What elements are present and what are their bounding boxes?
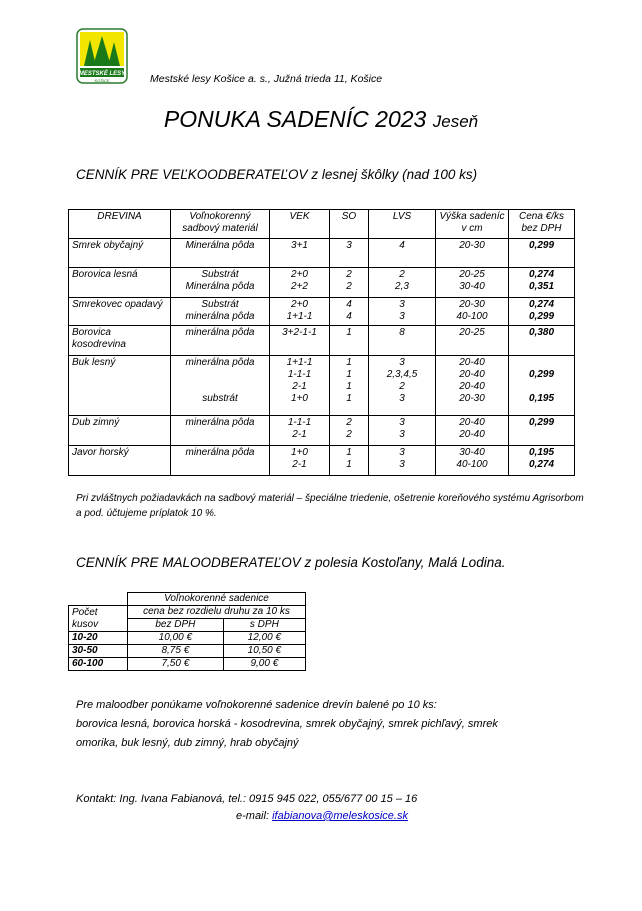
col-lvs: LVS [369, 210, 436, 239]
cell-cena-line: 0,274 [528, 269, 555, 280]
cell-vyska [436, 239, 509, 268]
retail-count: 30-50 [69, 645, 128, 658]
company-logo [76, 28, 128, 84]
cell-so [330, 239, 369, 268]
col-count: Počet kusov [69, 606, 128, 632]
table-header-row [69, 210, 575, 239]
cell-cena-line: 0,299 [528, 417, 555, 428]
cell-drevina-line: Smrekovec opadavý [72, 299, 163, 310]
cell-vyska-line: 30-40 [459, 447, 485, 458]
cell-vek-line: 3+2-1-1 [282, 327, 317, 338]
cell-cena-line [512, 357, 571, 369]
cell-vyska [436, 268, 509, 298]
table-row [69, 446, 575, 476]
col-vek: VEK [270, 210, 330, 239]
cell-vek-line: 2+0 [291, 269, 308, 280]
cell-so-line: 2 [346, 269, 352, 280]
cell-material [171, 298, 270, 326]
cell-vek [270, 356, 330, 416]
cell-lvs-line: 2 [399, 269, 405, 280]
cell-cena-line: 0,299 [528, 311, 555, 322]
cell-material [171, 446, 270, 476]
retail-vat: 12,00 € [223, 632, 305, 645]
cell-vek-line: 3+1 [291, 240, 308, 251]
cell-so-line: 1 [346, 369, 352, 380]
cell-cena [509, 416, 575, 446]
cell-vyska-line: 20-40 [459, 357, 485, 368]
cell-material [171, 239, 270, 268]
cell-vek-line: 2-1 [292, 381, 307, 392]
cell-vek [270, 268, 330, 298]
retail-no-vat: 7,50 € [128, 658, 224, 671]
cell-lvs [369, 239, 436, 268]
title-main: PONUKA SADENÍC 2023 [163, 106, 427, 132]
col-so: SO [330, 210, 369, 239]
cell-vek [270, 326, 330, 356]
cell-vek-line: 1-1-1 [287, 369, 312, 380]
cell-lvs [369, 446, 436, 476]
table-row [69, 239, 575, 268]
cell-vek-line: 1+1-1 [286, 357, 313, 368]
cell-lvs-line: 8 [399, 327, 405, 338]
email-link[interactable]: ifabianova@meleskosice.sk [272, 810, 408, 822]
cell-lvs [369, 326, 436, 356]
cell-lvs-line: 3 [399, 299, 405, 310]
cell-cena-line: 0,274 [528, 299, 555, 310]
retail-table-title: Voľnokorenné sadenice [128, 593, 306, 606]
cell-cena [509, 298, 575, 326]
retail-row [69, 645, 306, 658]
cell-material [171, 326, 270, 356]
cell-lvs-line: 3 [399, 357, 405, 368]
cell-so-line: 4 [346, 299, 352, 310]
company-address: Mestské lesy Košice a. s., Južná trieda 11, Košice [150, 73, 383, 85]
cell-vyska-line: 20-40 [459, 429, 485, 440]
cell-material-line: Substrát [201, 299, 239, 310]
cell-material-line: minerálna pôda [185, 357, 255, 368]
cell-lvs [369, 268, 436, 298]
cell-vyska-line: 20-40 [459, 417, 485, 428]
cell-drevina-line: Borovica lesná [72, 269, 138, 280]
retail-row [69, 632, 306, 645]
offer-line-2: borovica lesná, borovica horská - kosodrevina, smrek obyčajný, smrek pichľavý, smrek [76, 718, 498, 730]
cell-material-line: minerálna pôda [185, 327, 255, 338]
surcharge-note: Pri zvláštnych požiadavkách na sadbový materiál – špeciálne triedenie, ošetrenie koreňového systému Agrisorbom a pod. účtujeme príplatok 10 %. [76, 493, 584, 519]
contact-line: Kontakt: Ing. Ivana Fabianová, tel.: 0915 945 022, 055/677 00 15 – 16 [76, 793, 418, 805]
cell-so-line: 2 [346, 281, 352, 292]
title-season: Jeseň [432, 112, 479, 131]
cell-vyska-line: 20-30 [459, 240, 485, 251]
email-label: e-mail: [236, 810, 270, 822]
table-row [69, 326, 575, 356]
cell-so [330, 446, 369, 476]
table-row [69, 416, 575, 446]
cell-drevina [69, 446, 171, 476]
table-row [69, 356, 575, 416]
retail-no-vat: 8,75 € [128, 645, 224, 658]
contact-email [236, 810, 408, 822]
col-material: Voľnokorenný sadbový materiál [171, 210, 270, 239]
cell-vyska [436, 356, 509, 416]
cell-cena-line: 0,351 [528, 281, 555, 292]
cell-vek [270, 416, 330, 446]
cell-cena-line: 0,195 [528, 447, 555, 458]
cell-material-line: minerálna pôda [185, 417, 255, 428]
cell-material-line: minerálna pôda [185, 447, 255, 458]
cell-vyska-line: 20-25 [459, 327, 485, 338]
cell-drevina-line: Javor horský [72, 447, 129, 458]
section2-heading: CENNÍK PRE MALOODBERATEĽOV z polesia Kostoľany, Malá Lodina. [76, 555, 506, 570]
cell-vyska-line: 40-100 [456, 311, 488, 322]
cell-so-line: 1 [346, 459, 352, 470]
offer-line-1: Pre maloodber ponúkame voľnokorenné sadenice drevín balené po 10 ks: [76, 699, 437, 711]
cell-vek-line: 2+0 [291, 299, 308, 310]
cell-vyska-line: 40-100 [456, 459, 488, 470]
cell-lvs [369, 356, 436, 416]
cell-so-line: 1 [346, 381, 352, 392]
col-drevina: DREVINA [69, 210, 171, 239]
page-title [0, 106, 642, 133]
table-row [69, 298, 575, 326]
col-group: cena bez rozdielu druhu za 10 ks [128, 606, 306, 619]
cell-drevina [69, 268, 171, 298]
cell-cena [509, 268, 575, 298]
cell-so-line: 1 [346, 447, 352, 458]
cell-vek-line: 2+2 [291, 281, 308, 292]
cell-material-line: substrát [202, 393, 238, 404]
cell-drevina-line: Borovica kosodrevina [72, 327, 126, 350]
offer-line-3: omorika, buk lesný, dub zimný, hrab obyčajný [76, 737, 299, 749]
cell-so [330, 416, 369, 446]
cell-so [330, 356, 369, 416]
cell-lvs-line: 3 [399, 311, 405, 322]
offer-paragraph [76, 696, 596, 753]
cell-drevina [69, 416, 171, 446]
cell-lvs-line: 3 [399, 459, 405, 470]
cell-lvs [369, 416, 436, 446]
cell-so-line: 2 [346, 429, 352, 440]
cell-so-line: 1 [346, 327, 352, 338]
col-cena: Cena €/ks bez DPH [509, 210, 575, 239]
cell-so [330, 268, 369, 298]
cell-vek-line: 2-1 [292, 459, 307, 470]
cell-material-line [174, 381, 266, 393]
cell-cena-line: 0,274 [528, 459, 555, 470]
cell-drevina [69, 239, 171, 268]
cell-cena [509, 446, 575, 476]
cell-drevina [69, 356, 171, 416]
cell-vyska-line: 20-25 [459, 269, 485, 280]
cell-vek-line: 1+0 [291, 393, 308, 404]
cell-cena [509, 239, 575, 268]
cell-vyska [436, 416, 509, 446]
cell-vyska-line: 30-40 [459, 281, 485, 292]
cell-lvs-line: 3 [399, 447, 405, 458]
cell-cena-line [512, 381, 571, 393]
cell-lvs-line: 3 [399, 429, 405, 440]
cell-drevina [69, 326, 171, 356]
cell-drevina-line: Smrek obyčajný [72, 240, 144, 251]
cell-drevina-line: Buk lesný [72, 357, 116, 368]
logo-subtext: KOŠICE [94, 78, 110, 83]
cell-vyska [436, 298, 509, 326]
cell-vyska-line: 20-30 [459, 299, 485, 310]
cell-so-line: 1 [346, 357, 352, 368]
cell-cena-line [512, 429, 571, 441]
cell-material [171, 416, 270, 446]
retail-count: 60-100 [69, 658, 128, 671]
cell-material [171, 268, 270, 298]
wholesale-price-table [68, 209, 575, 476]
cell-vyska-line: 20-30 [459, 393, 485, 404]
cell-vek-line: 2-1 [292, 429, 307, 440]
cell-cena-line: 0,299 [528, 240, 555, 251]
cell-vek [270, 446, 330, 476]
cell-vek-line: 1+0 [291, 447, 308, 458]
cell-cena-line: 0,299 [528, 369, 555, 380]
retail-vat: 10,50 € [223, 645, 305, 658]
cell-material [171, 356, 270, 416]
retail-vat: 9,00 € [223, 658, 305, 671]
cell-lvs-line: 2 [399, 381, 405, 392]
cell-cena [509, 326, 575, 356]
retail-price-table [68, 592, 306, 671]
col-no-vat: bez DPH [128, 619, 224, 632]
cell-lvs [369, 298, 436, 326]
cell-so [330, 326, 369, 356]
cell-cena-line: 0,195 [528, 393, 555, 404]
cell-vek-line: 1+1-1 [286, 311, 313, 322]
cell-cena-line: 0,380 [528, 327, 555, 338]
col-vyska: Výška sadeníc v cm [436, 210, 509, 239]
cell-so [330, 298, 369, 326]
cell-material-line: Minerálna pôda [185, 281, 255, 292]
cell-lvs-line: 3 [399, 393, 405, 404]
logo-text: MESTSKÉ LESY [78, 71, 126, 77]
cell-material-line: Substrát [201, 269, 239, 280]
cell-material-line: minerálna pôda [185, 311, 255, 322]
cell-drevina-line: Dub zimný [72, 417, 120, 428]
cell-cena [509, 356, 575, 416]
retail-no-vat: 10,00 € [128, 632, 224, 645]
section1-heading: CENNÍK PRE VEĽKOODBERATEĽOV z lesnej škôlky (nad 100 ks) [76, 167, 478, 182]
col-vat: s DPH [223, 619, 305, 632]
cell-lvs-line: 2,3,4,5 [386, 369, 418, 380]
table-row [69, 268, 575, 298]
cell-so-line: 3 [346, 240, 352, 251]
cell-vyska-line: 20-40 [459, 369, 485, 380]
cell-so-line: 4 [346, 311, 352, 322]
retail-row [69, 658, 306, 671]
cell-lvs-line: 3 [399, 417, 405, 428]
cell-material-line [174, 369, 266, 381]
cell-vyska [436, 446, 509, 476]
cell-vek-line: 1-1-1 [287, 417, 312, 428]
cell-lvs-line: 2,3 [395, 281, 409, 292]
retail-count: 10-20 [69, 632, 128, 645]
cell-vek [270, 298, 330, 326]
cell-drevina [69, 298, 171, 326]
cell-material-line: Minerálna pôda [185, 240, 255, 251]
cell-vyska-line: 20-40 [459, 381, 485, 392]
cell-lvs-line: 4 [399, 240, 405, 251]
cell-so-line: 1 [346, 393, 352, 404]
cell-vyska [436, 326, 509, 356]
cell-so-line: 2 [346, 417, 352, 428]
cell-vek [270, 239, 330, 268]
